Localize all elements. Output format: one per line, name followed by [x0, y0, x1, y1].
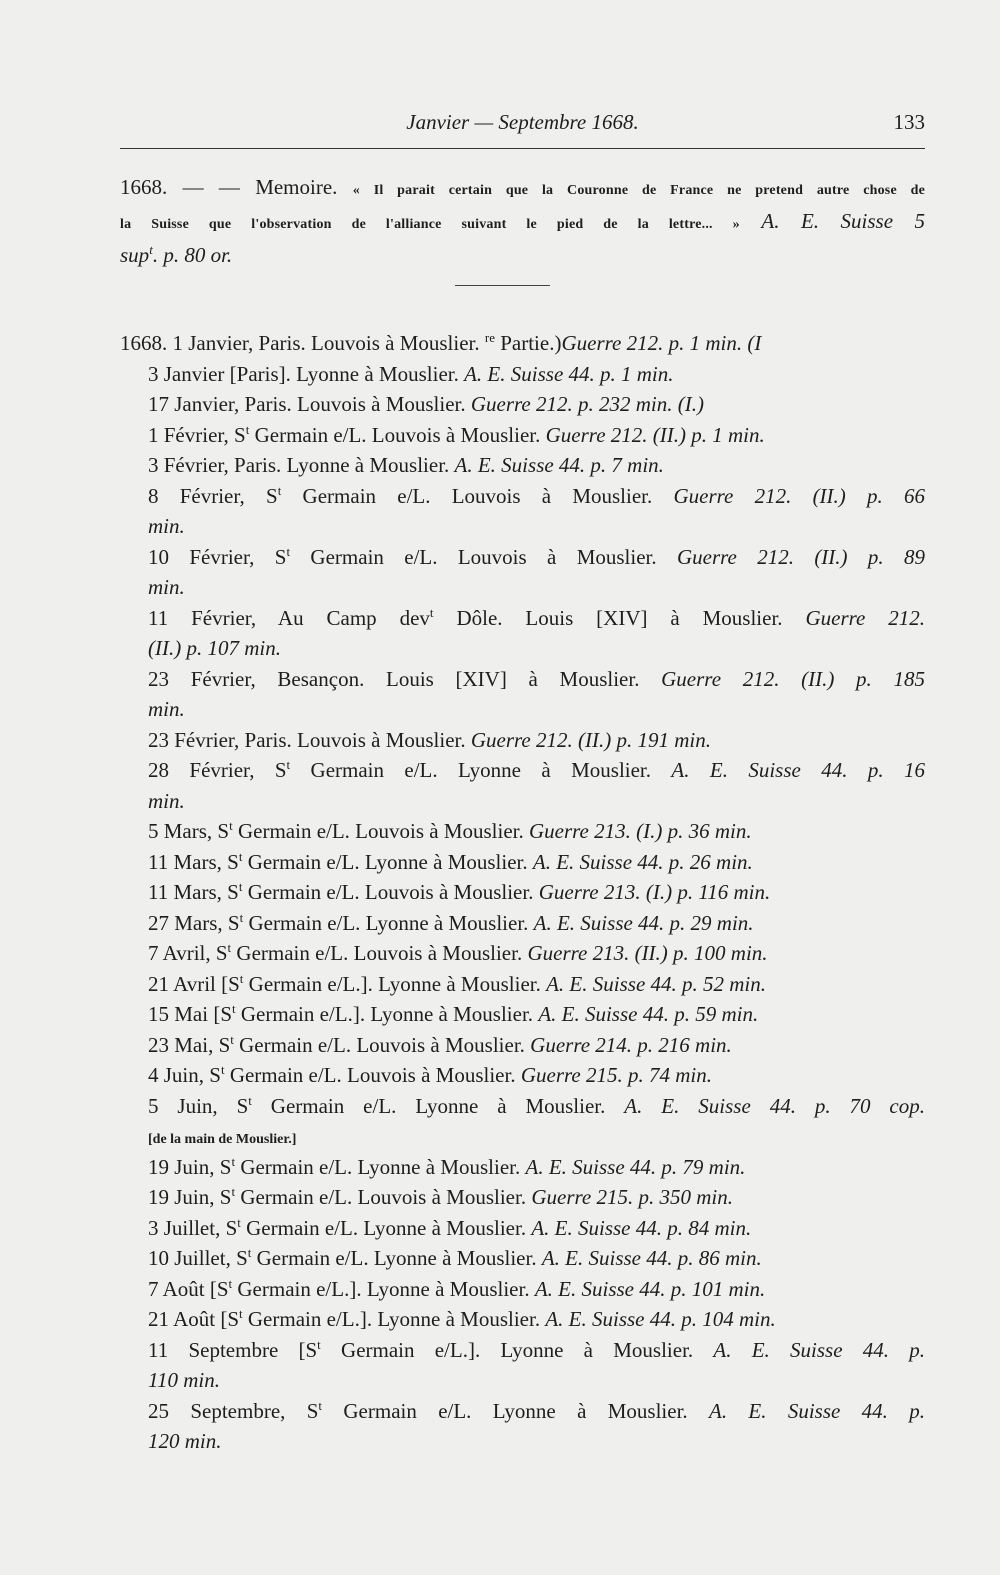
entry-reference: Guerre 212. (II.) p. 191 min. [470, 727, 711, 752]
entry-text: Germain e/L. Lyonne à Mouslier. [251, 1093, 625, 1118]
entry-continuation [120, 694, 925, 725]
entry-superscript: t [220, 1062, 225, 1077]
entry-superscript: t [247, 1245, 252, 1260]
entry-superscript: t [238, 879, 243, 894]
entry-reference: A. E. Suisse 44. p. [713, 1337, 925, 1362]
entry-superscript: t [230, 1031, 234, 1047]
entry-continuation [120, 572, 925, 603]
entry-superscript: t [239, 909, 244, 925]
entry-text: Germain e/L. Louvois à Mouslier. [249, 422, 546, 447]
entry-date-text: 3 Février, Paris. Lyonne à Mouslier. [148, 453, 455, 477]
entry-superscript: t [231, 1153, 236, 1169]
entry-continuation [120, 511, 925, 542]
memoire-ref-end: . p. 80 or. [152, 243, 233, 267]
entry-line [120, 1396, 925, 1427]
entry-reference: A. E. Suisse 44. p. 70 cop. [624, 1093, 925, 1118]
entry-date-text: 8 Février, S [148, 483, 278, 508]
letter-entry [120, 816, 925, 847]
letter-entry [120, 389, 925, 420]
entry-date-text: 1668. 1 Janvier, Paris. Louvois à Mouslier. [120, 331, 485, 355]
entry-reference: A. E. Suisse 44. p. 52 min. [546, 971, 767, 996]
entry-line [120, 359, 925, 390]
entry-reference: Guerre 212. (II.) p. 89 [676, 544, 925, 569]
memoire-sup-b: t [149, 242, 153, 257]
entry-superscript: t [318, 1397, 323, 1413]
letter-entry [120, 1091, 925, 1152]
entry-superscript: t [232, 1001, 236, 1016]
entry-reference: min. [148, 788, 185, 813]
entry-line [120, 938, 925, 969]
entry-text: Germain e/L. Lyonne à Mouslier. [243, 910, 534, 935]
entry-superscript: t [286, 543, 291, 559]
entry-reference: Guerre 212. p. 1 min. (I [561, 331, 762, 355]
entry-line [120, 1304, 925, 1335]
entry-superscript: t [239, 1306, 243, 1321]
entry-text: Germain e/L. Lyonne à Mouslier. [240, 1215, 532, 1240]
entry-line [120, 755, 925, 786]
entry-date-text: 19 Juin, S [148, 1154, 232, 1179]
entry-reference: Guerre 212. [805, 605, 925, 630]
letter-entry [120, 725, 925, 756]
memoire-line-2 [120, 206, 925, 240]
entry-reference: Guerre 212. (II.) p. 1 min. [545, 422, 765, 447]
running-head [120, 108, 925, 144]
entry-date-text: 7 Avril, S [148, 941, 228, 965]
entry-date-text: 27 Mars, S [148, 910, 240, 935]
entry-line [120, 1152, 925, 1183]
entry-date-text: 5 Mars, S [148, 819, 230, 843]
entry-text: Germain e/L. Louvois à Mouslier. [232, 819, 529, 843]
entry-text: Germain e/L.]. Lyonne à Mouslier. [242, 1307, 546, 1331]
entry-date-text: 21 Août [S [148, 1307, 240, 1331]
entry-reference: A. E. Suisse 44. p. 84 min. [531, 1215, 752, 1240]
entry-continuation [120, 1121, 925, 1152]
entry-line [120, 420, 925, 451]
entry-reference: 110 min. [148, 1368, 220, 1392]
entry-superscript: t [239, 970, 244, 986]
entry-superscript: t [229, 818, 233, 833]
section-divider [455, 285, 550, 286]
entry-text: Germain e/L. Lyonne à Mouslier. [235, 1154, 526, 1179]
entry-text: Germain e/L.]. Lyonne à Mouslier. [235, 1002, 539, 1026]
letter-entry [120, 938, 925, 969]
entry-text: Germain e/L. Louvois à Mouslier. [281, 483, 674, 508]
entry-line [120, 1243, 925, 1274]
running-title: Janvier — Septembre 1668. [406, 110, 639, 134]
entry-text: Germain e/L.]. Lyonne à Mouslier. [320, 1337, 714, 1362]
memoire-sup-a: sup [120, 243, 150, 267]
entry-reference: 120 min. [148, 1429, 222, 1453]
entry-text: Germain e/L.]. Lyonne à Mouslier. [232, 1276, 535, 1301]
entry-superscript: re [484, 330, 495, 345]
entry-text: Germain e/L. Louvois à Mouslier. [233, 1032, 531, 1057]
letter-entry [120, 1243, 925, 1274]
entry-date-text: 3 Juillet, S [148, 1215, 238, 1240]
entry-date-text: 28 Février, S [148, 758, 287, 782]
entry-superscript: t [245, 421, 250, 437]
memoire-entry [120, 172, 926, 271]
entry-date-text: 23 Mai, S [148, 1032, 231, 1057]
entry-reference: A. E. Suisse 44. p. 16 [671, 758, 926, 782]
letter-entry [120, 1335, 925, 1396]
entry-line [120, 1091, 925, 1122]
entry-reference: Guerre 212. (II.) p. 185 [661, 666, 925, 691]
entry-text: Germain e/L. Lyonne à Mouslier. [242, 849, 533, 874]
letter-entry [120, 359, 925, 390]
entry-reference: A. E. Suisse 44. p. 26 min. [532, 849, 753, 874]
entry-date-text: 5 Juin, S [148, 1093, 249, 1118]
entry-date-text: 11 Mars, S [148, 880, 239, 904]
entry-line [120, 450, 925, 481]
entry-line [120, 725, 925, 756]
entry-superscript: t [286, 757, 291, 772]
entry-date-text: 7 Août [S [148, 1276, 229, 1301]
entry-line [120, 1030, 925, 1061]
entry-line [120, 1213, 925, 1244]
letter-entry [120, 1030, 925, 1061]
letter-list [120, 328, 925, 1457]
entry-reference: A. E. Suisse 44. p. 7 min. [454, 453, 664, 477]
entry-reference: A. E. Suisse 44. p. 101 min. [534, 1276, 766, 1301]
letter-entry [120, 542, 925, 603]
letter-entry [120, 1304, 925, 1335]
entry-reference: A. E. Suisse 44. p. 104 min. [545, 1307, 776, 1331]
entry-date-text: 11 Mars, S [148, 849, 239, 874]
entry-continuation [120, 1426, 925, 1457]
memoire-year: 1668. [120, 175, 168, 199]
entry-superscript: t [228, 1275, 233, 1291]
entry-superscript: t [231, 1184, 236, 1199]
letter-entry [120, 999, 925, 1030]
entry-text: Germain e/L. Lyonne à Mouslier. [251, 1246, 542, 1270]
entry-text: Germain e/L. Louvois à Mouslier. [290, 544, 677, 569]
entry-continuation [120, 786, 925, 817]
letter-entry [120, 755, 925, 816]
entry-superscript: t [429, 604, 434, 620]
entry-date-text: 11 Septembre [S [148, 1337, 318, 1362]
entry-line [120, 664, 925, 695]
letter-entry [120, 603, 925, 664]
entry-superscript: t [277, 482, 282, 498]
entry-line [120, 1274, 925, 1305]
entry-date-text: 25 Septembre, S [148, 1398, 319, 1423]
entry-line [120, 969, 925, 1000]
entry-line [120, 877, 925, 908]
entry-reference: min. [148, 514, 185, 538]
letter-entry [120, 877, 925, 908]
entry-date-text: 21 Avril [S [148, 971, 240, 996]
entry-continuation [120, 1365, 925, 1396]
memoire-line-1 [120, 172, 925, 206]
entry-superscript: t [227, 940, 232, 955]
entry-reference: Guerre 214. p. 216 min. [530, 1032, 732, 1057]
entry-reference: A. E. Suisse 44. p. 59 min. [538, 1002, 759, 1026]
entry-superscript: t [317, 1336, 321, 1352]
memoire-quote-1: « Il parait certain que la Couronne de France ne pretend autre chose de [352, 183, 926, 198]
entry-date-text: 23 Février, Paris. Louvois à Mouslier. [148, 727, 471, 752]
entry-line [120, 1182, 925, 1213]
letter-entry [120, 1213, 925, 1244]
entry-reference: Guerre 212. (II.) p. 66 [673, 483, 925, 508]
letter-entry [120, 481, 925, 542]
entry-reference: Guerre 212. p. 232 min. (I.) [470, 392, 704, 416]
memoire-dash: — — [182, 175, 240, 199]
entry-line [120, 481, 925, 512]
entry-date-text: 1 Février, S [148, 422, 246, 447]
letter-entry [120, 450, 925, 481]
entry-reference: A. E. Suisse 44. p. 79 min. [525, 1154, 746, 1179]
entry-text: Germain e/L.]. Lyonne à Mouslier. [243, 971, 547, 996]
entry-text: Germain e/L. Lyonne à Mouslier. [322, 1398, 710, 1423]
letter-entry [120, 664, 925, 725]
entry-superscript: t [237, 1214, 241, 1230]
entry-date-text: 23 Février, Besançon. Louis [XIV] à Mouslier. [148, 666, 662, 691]
entry-line [120, 328, 925, 359]
entry-text: Partie.) [494, 331, 562, 355]
entry-reference: A. E. Suisse 44. p. [709, 1398, 926, 1423]
memoire-quote-2: la Suisse que l'observation de l'alliance suivant le pied de la lettre... » [120, 217, 740, 232]
entry-date-text: 15 Mai [S [148, 1002, 232, 1026]
entry-reference: (II.) p. 107 min. [148, 636, 281, 660]
memoire-title: Memoire. [255, 175, 338, 199]
entry-line [120, 1060, 925, 1091]
entry-line [120, 999, 925, 1030]
letter-entry [120, 1274, 925, 1305]
entry-line [120, 908, 925, 939]
entry-text: Germain e/L. Louvois à Mouslier. [231, 941, 528, 965]
entry-line [120, 603, 925, 634]
entry-reference: A. E. Suisse 44. p. 86 min. [541, 1246, 762, 1270]
letter-entry [120, 1152, 925, 1183]
entry-reference: A. E. Suisse 44. p. 1 min. [464, 361, 674, 386]
entry-date-text: 4 Juin, S [148, 1063, 221, 1087]
entry-line [120, 847, 925, 878]
letter-entry [120, 1060, 925, 1091]
entry-line [120, 1335, 925, 1366]
entry-date-text: 17 Janvier, Paris. Louvois à Mouslier. [148, 392, 471, 416]
entry-date-text: 11 Février, Au Camp dev [148, 605, 430, 630]
entry-line [120, 816, 925, 847]
entry-text: Dôle. Louis [XIV] à Mouslier. [433, 605, 806, 630]
entry-reference: Guerre 215. p. 74 min. [520, 1063, 712, 1087]
entry-reference: Guerre 213. (I.) p. 116 min. [538, 880, 771, 904]
entry-line [120, 542, 925, 573]
entry-reference: Guerre 215. p. 350 min. [531, 1185, 733, 1209]
entry-reference: Guerre 213. (II.) p. 100 min. [527, 941, 768, 965]
entry-date-text: 19 Juin, S [148, 1185, 232, 1209]
letter-entry [120, 1182, 925, 1213]
memoire-ref: A. E. Suisse 5 [761, 209, 926, 233]
entry-date-text: 10 Février, S [148, 544, 287, 569]
entry-note: [de la main de Mouslier.] [148, 1132, 297, 1147]
entry-text: Germain e/L. Lyonne à Mouslier. [290, 758, 672, 782]
entry-reference: min. [148, 697, 185, 721]
page-number: 133 [893, 110, 925, 134]
letter-entry [120, 420, 925, 451]
entry-reference: A. E. Suisse 44. p. 29 min. [533, 910, 754, 935]
entry-line [120, 389, 925, 420]
letter-entry [120, 847, 925, 878]
entry-reference: Guerre 213. (I.) p. 36 min. [529, 819, 752, 843]
entry-continuation [120, 633, 925, 664]
entry-date-text: 3 Janvier [Paris]. Lyonne à Mouslier. [148, 361, 465, 386]
entry-reference: min. [148, 575, 185, 599]
entry-superscript: t [248, 1092, 252, 1108]
entry-text: Germain e/L. Louvois à Mouslier. [224, 1063, 521, 1087]
entry-text: Germain e/L. Louvois à Mouslier. [242, 880, 539, 904]
memoire-ref-cont [120, 243, 232, 267]
memoire-line-3 [120, 240, 925, 271]
entry-date-text: 10 Juillet, S [148, 1246, 248, 1270]
letter-entry [120, 969, 925, 1000]
header-rule [120, 148, 925, 149]
letter-entry [120, 908, 925, 939]
entry-text: Germain e/L. Louvois à Mouslier. [235, 1185, 532, 1209]
letter-entry [120, 328, 925, 359]
entry-superscript: t [238, 848, 243, 864]
letter-entry [120, 1396, 925, 1457]
